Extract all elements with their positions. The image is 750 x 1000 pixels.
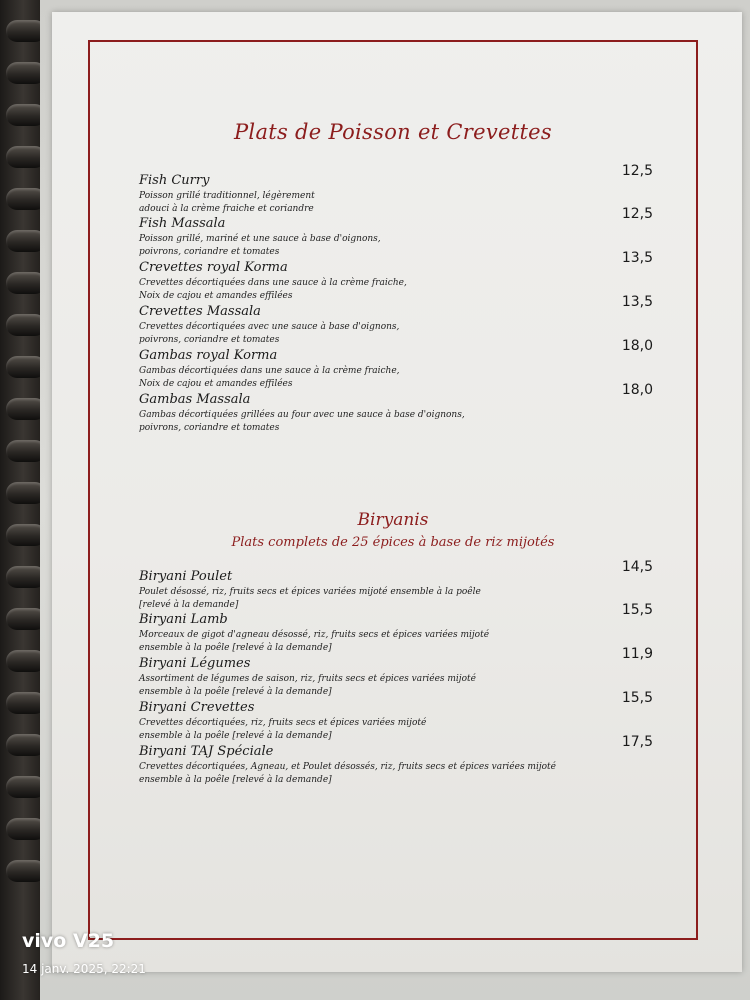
section-title-biryanis: Biryanis (357, 510, 429, 530)
item-name: Gambas royal Korma (139, 348, 278, 363)
item-description: Assortiment de légumes de saison, riz, fruits secs et épices variées mijoté ensemble à la poêle [relevé à la demande] (139, 674, 476, 697)
menu-item (139, 646, 659, 699)
item-description: Morceaux de gigot d'agneau désossé, riz, fruits secs et épices variées mijoté ensemble à la poêle [relevé à la demande] (139, 630, 490, 653)
item-description: Poisson grillé, mariné et une sauce à base d'oignons, poivrons, coriandre et tomates (139, 234, 381, 257)
item-description: Crevettes décortiquées, riz, fruits secs et épices variées mijoté ensemble à la poêle [relevé à la demande] (139, 718, 427, 741)
menu-item (139, 294, 659, 347)
item-price: 13,5 (621, 294, 653, 310)
item-description: Crevettes décortiquées avec une sauce à base d'oignons, poivrons, coriandre et tomates (139, 322, 400, 345)
item-description: Poulet désossé, riz, fruits secs et épices variées mijoté ensemble à la poêle [relevé à la demande] (139, 587, 481, 610)
item-price: 14,5 (621, 559, 653, 575)
photo-timestamp: 14 janv. 2025, 22:21 (22, 962, 146, 976)
item-name: Gambas Massala (139, 392, 251, 407)
item-name: Fish Massala (139, 216, 226, 231)
item-description: Poisson grillé traditionnel, légèrement adouci à la crème fraiche et coriandre (139, 191, 315, 214)
item-name: Biryani Crevettes (139, 700, 255, 715)
item-price: 13,5 (621, 250, 653, 266)
item-price: 17,5 (621, 734, 653, 750)
menu-item (139, 382, 659, 435)
menu-item (139, 163, 659, 216)
section-title-poisson: Plats de Poisson et Crevettes (234, 120, 552, 144)
item-price: 12,5 (621, 206, 653, 222)
item-price: 18,0 (621, 382, 653, 398)
item-name: Biryani Lamb (139, 612, 228, 627)
item-name: Biryani Poulet (139, 569, 233, 584)
item-price: 11,9 (621, 646, 653, 662)
menu-item (139, 690, 659, 743)
menu-item (139, 250, 659, 303)
item-price: 15,5 (621, 690, 653, 706)
item-description: Gambas décortiquées grillées au four avec une sauce à base d'oignons, poivrons, coriandre et tomates (139, 410, 465, 433)
item-price: 12,5 (621, 163, 653, 179)
menu-item (139, 206, 659, 259)
item-description: Gambas décortiquées dans une sauce à la crème fraiche, Noix de cajou et amandes effilées (139, 366, 400, 389)
item-description: Crevettes décortiquées dans une sauce à la crème fraiche, Noix de cajou et amandes effilées (139, 278, 407, 301)
item-name: Crevettes royal Korma (139, 260, 288, 275)
item-description: Crevettes décortiquées, Agneau, et Poulet désossés, riz, fruits secs et épices variées mijoté ensemble à la poêle [relevé à la demande] (139, 762, 557, 785)
menu-item (139, 559, 659, 612)
item-name: Biryani Légumes (139, 656, 251, 671)
item-name: Fish Curry (139, 173, 210, 188)
item-price: 15,5 (621, 602, 653, 618)
item-name: Biryani TAJ Spéciale (139, 744, 274, 759)
menu-item (139, 338, 659, 391)
item-price: 18,0 (621, 338, 653, 354)
menu-item (139, 602, 659, 655)
item-name: Crevettes Massala (139, 304, 261, 319)
camera-watermark: vivo V25 (22, 930, 115, 952)
menu-item (139, 734, 659, 787)
section-subtitle-biryanis: Plats complets de 25 épices à base de riz mijotés (231, 535, 555, 550)
